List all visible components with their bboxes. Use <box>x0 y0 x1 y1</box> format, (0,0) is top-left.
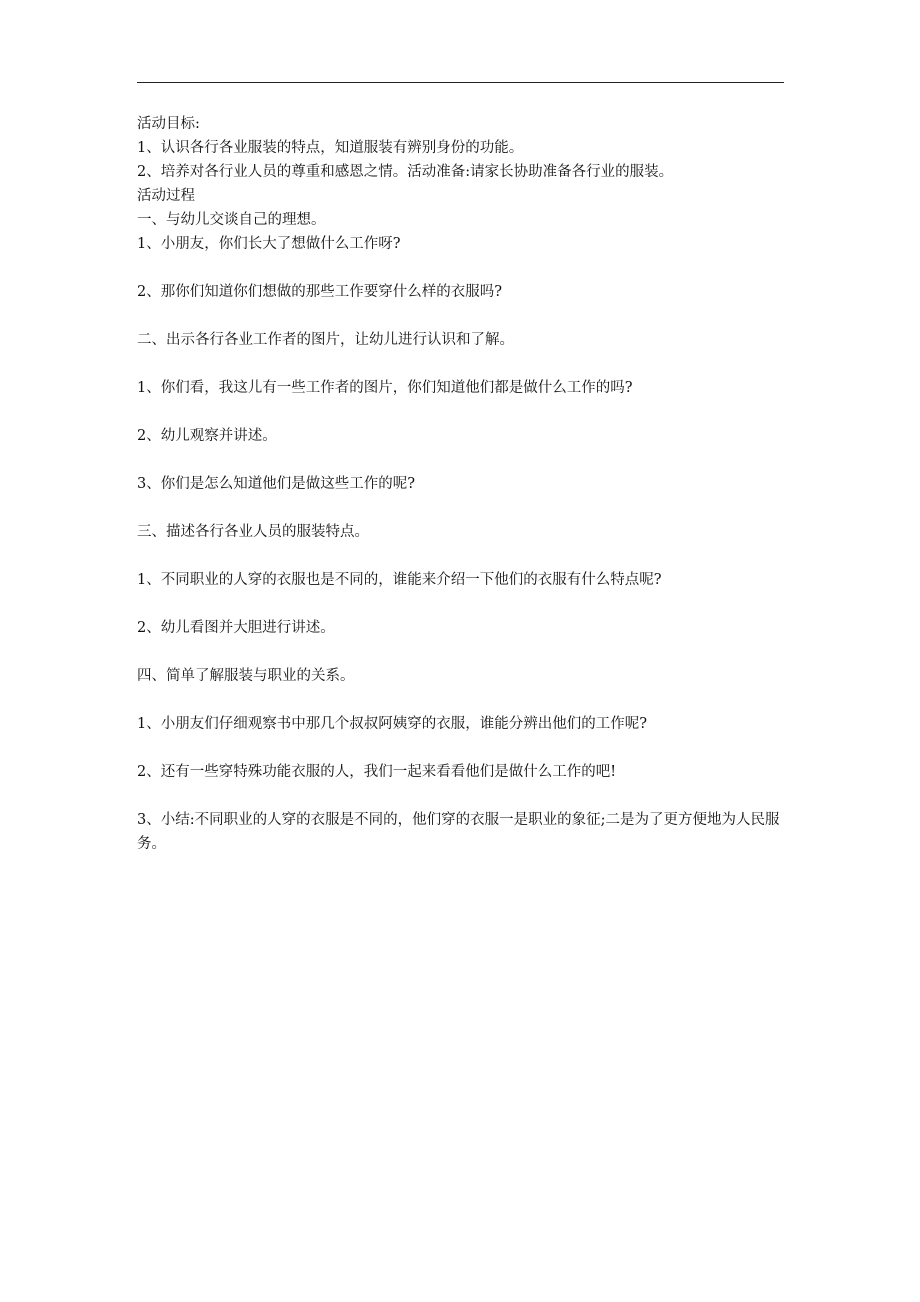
goal-item-2: 2、培养对各行业人员的尊重和感恩之情。活动准备:请家长协助准备各行业的服装。 <box>137 164 674 180</box>
section-4-title: 四、简单了解服装与职业的关系。 <box>137 668 355 684</box>
section-1-title: 一、与幼儿交谈自己的理想。 <box>137 212 326 228</box>
section-1-item-1: 1、小朋友，你们长大了想做什么工作呀? <box>137 236 401 252</box>
header-rule <box>137 82 784 83</box>
section-4-item-1: 1、小朋友们仔细观察书中那几个叔叔阿姨穿的衣服，谁能分辨出他们的工作呢? <box>137 716 647 732</box>
section-3-item-2: 2、幼儿看图并大胆进行讲述。 <box>137 620 335 636</box>
section-2-item-3: 3、你们是怎么知道他们是做这些工作的呢? <box>137 476 415 492</box>
section-3-item-1: 1、不同职业的人穿的衣服也是不同的，谁能来介绍一下他们的衣服有什么特点呢? <box>137 572 662 588</box>
section-4-item-3: 3、小结:不同职业的人穿的衣服是不同的，他们穿的衣服一是职业的象征;二是为了更方便地为人民服务。 <box>137 812 780 852</box>
process-heading: 活动过程 <box>137 188 195 204</box>
section-4-item-2: 2、还有一些穿特殊功能衣服的人，我们一起来看看他们是做什么工作的吧! <box>137 764 617 780</box>
section-3-title: 三、描述各行各业人员的服装特点。 <box>137 524 369 540</box>
goals-heading: 活动目标: <box>137 116 200 132</box>
section-2-item-2: 2、幼儿观察并讲述。 <box>137 428 277 444</box>
section-2-title: 二、出示各行各业工作者的图片，让幼儿进行认识和了解。 <box>137 332 514 348</box>
section-1-item-2: 2、那你们知道你们想做的那些工作要穿什么样的衣服吗? <box>137 284 502 300</box>
goal-item-1: 1、认识各行各业服装的特点，知道服装有辨别身份的功能。 <box>137 140 524 156</box>
section-2-item-1: 1、你们看，我这儿有一些工作者的图片，你们知道他们都是做什么工作的吗? <box>137 380 633 396</box>
document-body <box>137 112 787 856</box>
